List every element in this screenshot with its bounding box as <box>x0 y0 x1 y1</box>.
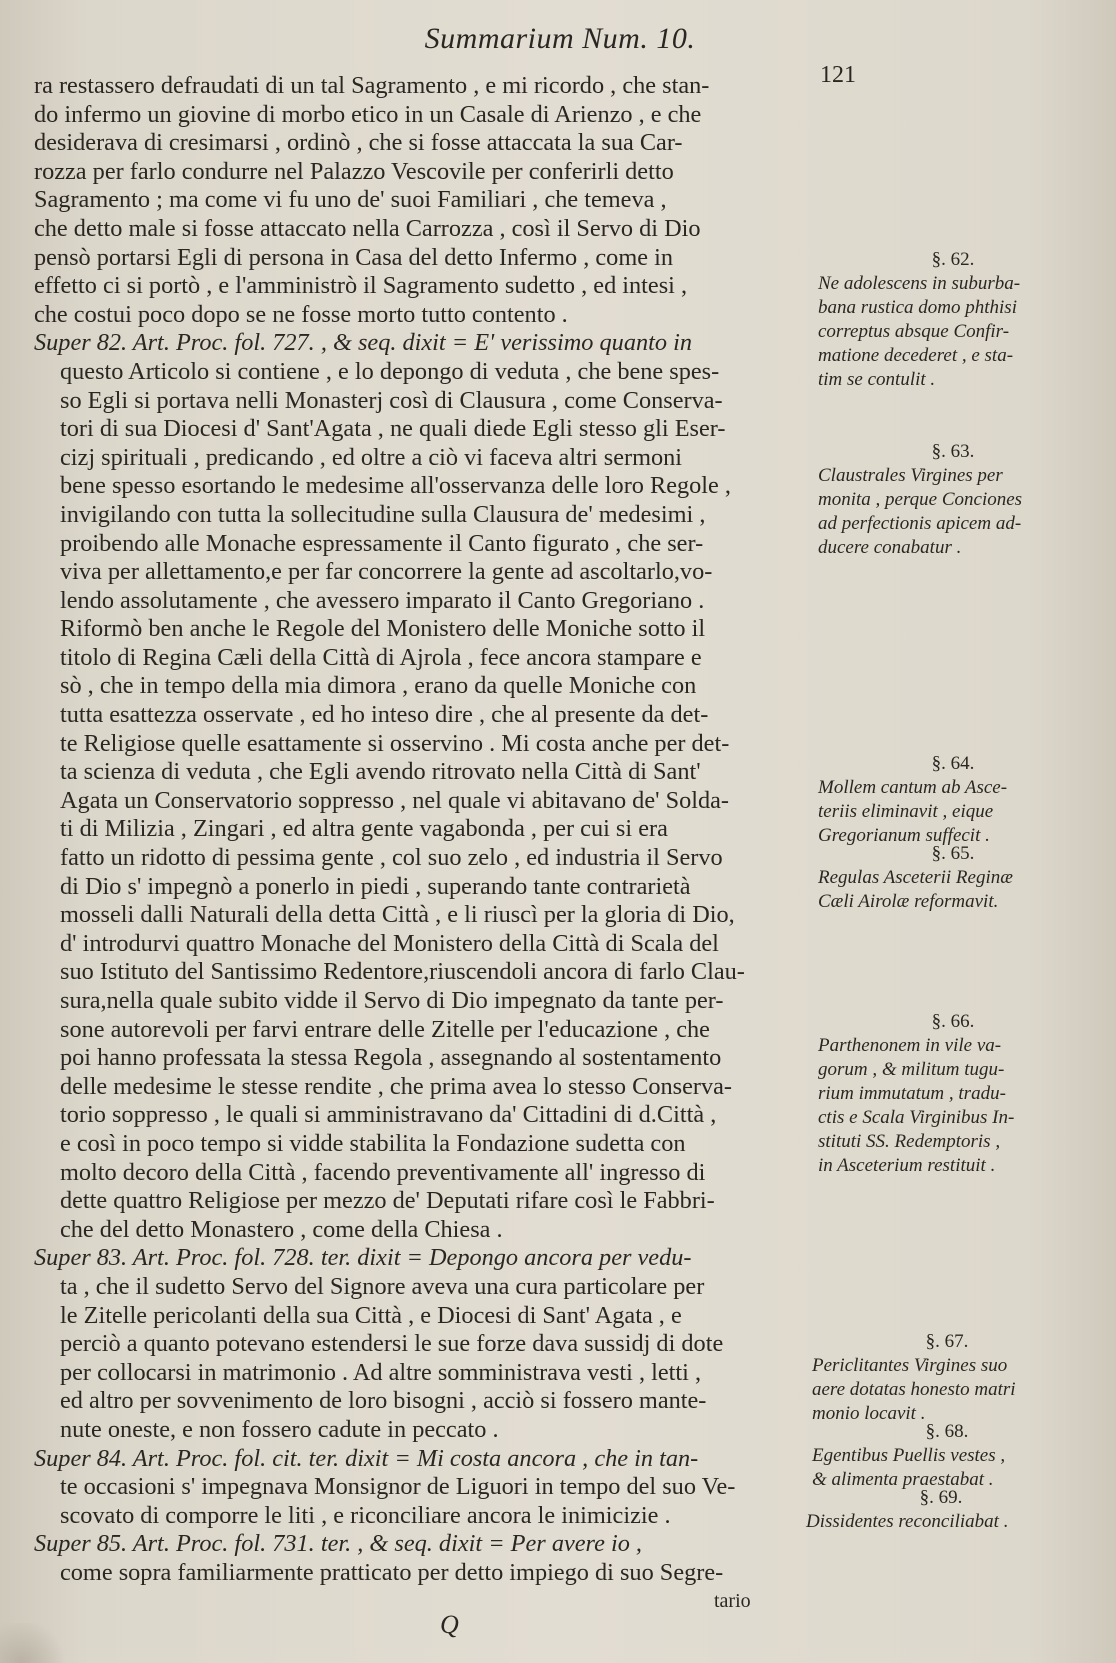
text-line: so Egli si portava nelli Monasterj così di Clausura , come Conserva- <box>60 386 723 414</box>
margin-note-line: monita , perque Conciones <box>818 489 1023 510</box>
text-line: di Dio s' impegnò a ponerlo in piedi , superando tante contrarietà <box>60 872 691 900</box>
text-line: Agata un Conservatorio soppresso , nel quale vi abitavano de' Solda- <box>60 786 730 814</box>
text-line: fatto un ridotto di pessima gente , col suo zelo , ed industria il Servo <box>60 844 723 872</box>
text-line: do infermo un giovine di morbo etico in un Casale di Arienzo , e che <box>34 100 702 128</box>
text-line: delle medesime le stesse rendite , che prima avea lo stesso Conserva- <box>60 1072 732 1100</box>
margin-note-63 <box>818 440 1088 560</box>
margin-note-line: ctis e Scala Virginibus In- <box>818 1107 1015 1128</box>
text-line: che detto male si fosse attaccato nella Carrozza , così il Servo di Dio <box>34 214 701 242</box>
margin-note-68 <box>812 1420 1082 1492</box>
text-line: ed altro per sovvenimento de loro bisogni , acciò si fossero mante- <box>60 1387 707 1415</box>
running-title: Summarium Num. 10. <box>424 22 696 55</box>
text-line: effetto ci si portò , e l'amministrò il Sagramento sudetto , ed intesi , <box>34 272 688 300</box>
margin-note-line: Claustrales Virgines per <box>818 465 1003 486</box>
margin-note-line: Egentibus Puellis vestes , <box>812 1445 1006 1466</box>
margin-note-line: ducere conabatur . <box>818 537 962 558</box>
margin-note-69 <box>806 1486 1076 1534</box>
text-line: sura,nella quale subito vidde il Servo di Dio impegnato da tante per- <box>60 987 724 1014</box>
text-line: e così in poco tempo si vidde stabilita la Fondazione sudetta con <box>60 1129 686 1157</box>
signature-mark: Q <box>440 1610 459 1639</box>
margin-note-66 <box>818 1010 1088 1178</box>
text-line: bene spesso esortando le medesime all'osservanza delle loro Regole , <box>60 472 731 500</box>
text-line: sò , che in tempo della mia dimora , erano da quelle Moniche con <box>60 672 697 700</box>
text-line: te occasioni s' impegnava Monsignor de Liguori in tempo del suo Ve- <box>60 1473 736 1501</box>
margin-note-62 <box>818 248 1088 392</box>
text-line: Riformò ben anche le Regole del Monistero delle Moniche sotto il <box>60 615 706 643</box>
text-line: torio soppresso , le quali si amministravano da' Cittadini di d.Città , <box>60 1101 717 1129</box>
margin-note-line: aere dotatas honesto matri <box>812 1379 1016 1400</box>
margin-note-line: Periclitantes Virgines suo <box>812 1355 1008 1376</box>
margin-note-64 <box>818 752 1088 848</box>
text-line: che costui poco dopo se ne fosse morto tutto contento . <box>34 300 568 328</box>
section-number: §. 65. <box>931 843 975 864</box>
margin-note-line: Cæli Airolæ reformavit. <box>818 891 999 912</box>
text-line: nute oneste, e non fossero cadute in peccato . <box>60 1415 499 1443</box>
section-number: §. 66. <box>931 1011 975 1032</box>
text-line: Sagramento ; ma come vi fu uno de' suoi Familiari , che temeva , <box>34 186 667 214</box>
text-line: tutta esattezza osservate , ed ho inteso dire , che al presente da det- <box>60 701 709 729</box>
text-line: d' introdurvi quattro Monache del Monistero della Città di Scala del <box>60 929 719 957</box>
section-number: §. 64. <box>931 753 975 774</box>
margin-note-line: teriis eliminavit , eique <box>818 801 994 822</box>
text-line: cizj spirituali , predicando , ed oltre a ciò vi faceva altri sermoni <box>60 443 683 471</box>
margin-note-line: Regulas Asceterii Reginæ <box>818 867 1013 888</box>
text-line: molto decoro della Città , facendo preventivamente all' ingresso di <box>60 1158 706 1186</box>
article-reference-line: Super 82. Art. Proc. fol. 727. , & seq. dixit = E' verissimo quanto in <box>34 329 692 357</box>
margin-note-line: monio locavit . <box>812 1403 926 1424</box>
margin-note-line: tim se contulit . <box>818 369 936 390</box>
text-line: desiderava di cresimarsi , ordinò , che si fosse attaccata la sua Car- <box>34 129 683 157</box>
margin-note-line: ad perfectionis apicem ad- <box>818 513 1022 534</box>
text-line: questo Articolo si contiene , e lo depongo di veduta , che bene spes- <box>60 357 720 385</box>
text-line: ta scienza di veduta , che Egli avendo ritrovato nella Città di Sant' <box>60 758 701 786</box>
margin-note-line: Parthenonem in vile va- <box>818 1035 1002 1056</box>
page-edge-shadow <box>0 1623 70 1663</box>
margin-note-line: Dissidentes reconciliabat . <box>806 1511 1009 1532</box>
text-line: rozza per farlo condurre nel Palazzo Vescovile per conferirli detto <box>34 157 674 185</box>
text-line: per collocarsi in matrimonio . Ad altre somministrava vesti , letti , <box>60 1358 702 1386</box>
margin-note-line: matione decederet , e sta- <box>818 345 1014 366</box>
section-number: §. 67. <box>925 1331 969 1352</box>
text-line: suo Istituto del Santissimo Redentore,riuscendoli ancora di farlo Clau- <box>60 958 745 986</box>
page-number: 121 <box>820 62 856 88</box>
text-line: scovato di comporre le liti , e riconciliare ancora le inimicizie . <box>60 1501 671 1529</box>
article-reference-line: Super 83. Art. Proc. fol. 728. ter. dixit = Depongo ancora per vedu- <box>34 1244 692 1272</box>
text-line: come sopra familiarmente pratticato per detto impiego di suo Segre- <box>60 1558 724 1586</box>
text-line: sone autorevoli per farvi entrare delle Zitelle per l'educazione , che <box>60 1015 710 1043</box>
text-line: le Zitelle pericolanti della sua Città , e Diocesi di Sant' Agata , e <box>60 1301 682 1329</box>
margin-note-line: gorum , & militum tugu- <box>818 1059 1005 1080</box>
text-line: titolo di Regina Cæli della Città di Ajrola , fece ancora stampare e <box>60 643 702 671</box>
margin-note-line: Mollem cantum ab Asce- <box>818 777 1008 798</box>
text-line: te Religiose quelle esattamente si osservino . Mi costa anche per det- <box>60 729 730 757</box>
margin-note-line: Ne adolescens in suburba- <box>818 273 1021 294</box>
text-line: mosseli dalli Naturali della detta Città , e li riuscì per la gloria di Dio, <box>60 901 735 929</box>
margin-note-line: Gregorianum suffecit . <box>818 825 990 846</box>
margin-note-line: & alimenta praestabat . <box>812 1469 994 1490</box>
margin-note-line: bana rustica domo phthisi <box>818 297 1017 318</box>
section-number: §. 68. <box>925 1421 969 1442</box>
text-line: tario <box>714 1590 751 1613</box>
text-line: perciò a quanto potevano estendersi le sue forze dava sussidj di dote <box>60 1330 724 1358</box>
text-line: dette quattro Religiose per mezzo de' Deputati rifare così le Fabbri- <box>60 1187 715 1215</box>
margin-note-67 <box>812 1330 1082 1426</box>
section-number: §. 69. <box>919 1487 963 1508</box>
main-text-column <box>34 72 854 1616</box>
text-line: pensò portarsi Egli di persona in Casa del detto Infermo , come in <box>34 243 673 271</box>
text-line: proibendo alle Monache espressamente il Canto figurato , che ser- <box>60 529 704 557</box>
margin-note-line: stituti SS. Redemptoris , <box>818 1131 1001 1152</box>
section-number: §. 62. <box>931 249 975 270</box>
text-line: lendo assolutamente , che avessero imparato il Canto Gregoriano . <box>60 586 705 614</box>
margin-note-line: correptus absque Confir- <box>818 321 1010 342</box>
text-line: ta , che il sudetto Servo del Signore aveva una cura particolare per <box>60 1272 705 1300</box>
article-reference-line: Super 85. Art. Proc. fol. 731. ter. , & seq. dixit = Per avere io , <box>34 1530 642 1558</box>
article-reference-line: Super 84. Art. Proc. fol. cit. ter. dixit = Mi costa ancora , che in tan- <box>34 1444 699 1472</box>
text-line: ra restassero defraudati di un tal Sagramento , e mi ricordo , che stan- <box>34 72 710 99</box>
text-line: poi hanno professata la stessa Regola , assegnando al sostentamento <box>60 1044 722 1072</box>
text-line: invigilando con tutta la sollecitudine sulla Clausura de' medesimi , <box>60 500 706 528</box>
margin-note-line: rium immutatum , tradu- <box>818 1083 1006 1104</box>
text-line: tori di sua Diocesi d' Sant'Agata , ne quali diede Egli stesso gli Eser- <box>60 415 726 443</box>
text-line: viva per allettamento,e per far concorrere la gente ad ascoltarlo,vo- <box>60 558 713 586</box>
margin-note-line: in Asceterium restituit . <box>818 1155 996 1176</box>
margin-note-65 <box>818 842 1088 914</box>
text-line: che del detto Monastero , come della Chiesa . <box>60 1215 503 1243</box>
section-number: §. 63. <box>931 441 975 462</box>
text-line: ti di Milizia , Zingari , ed altra gente vagabonda , per cui si era <box>60 815 668 843</box>
